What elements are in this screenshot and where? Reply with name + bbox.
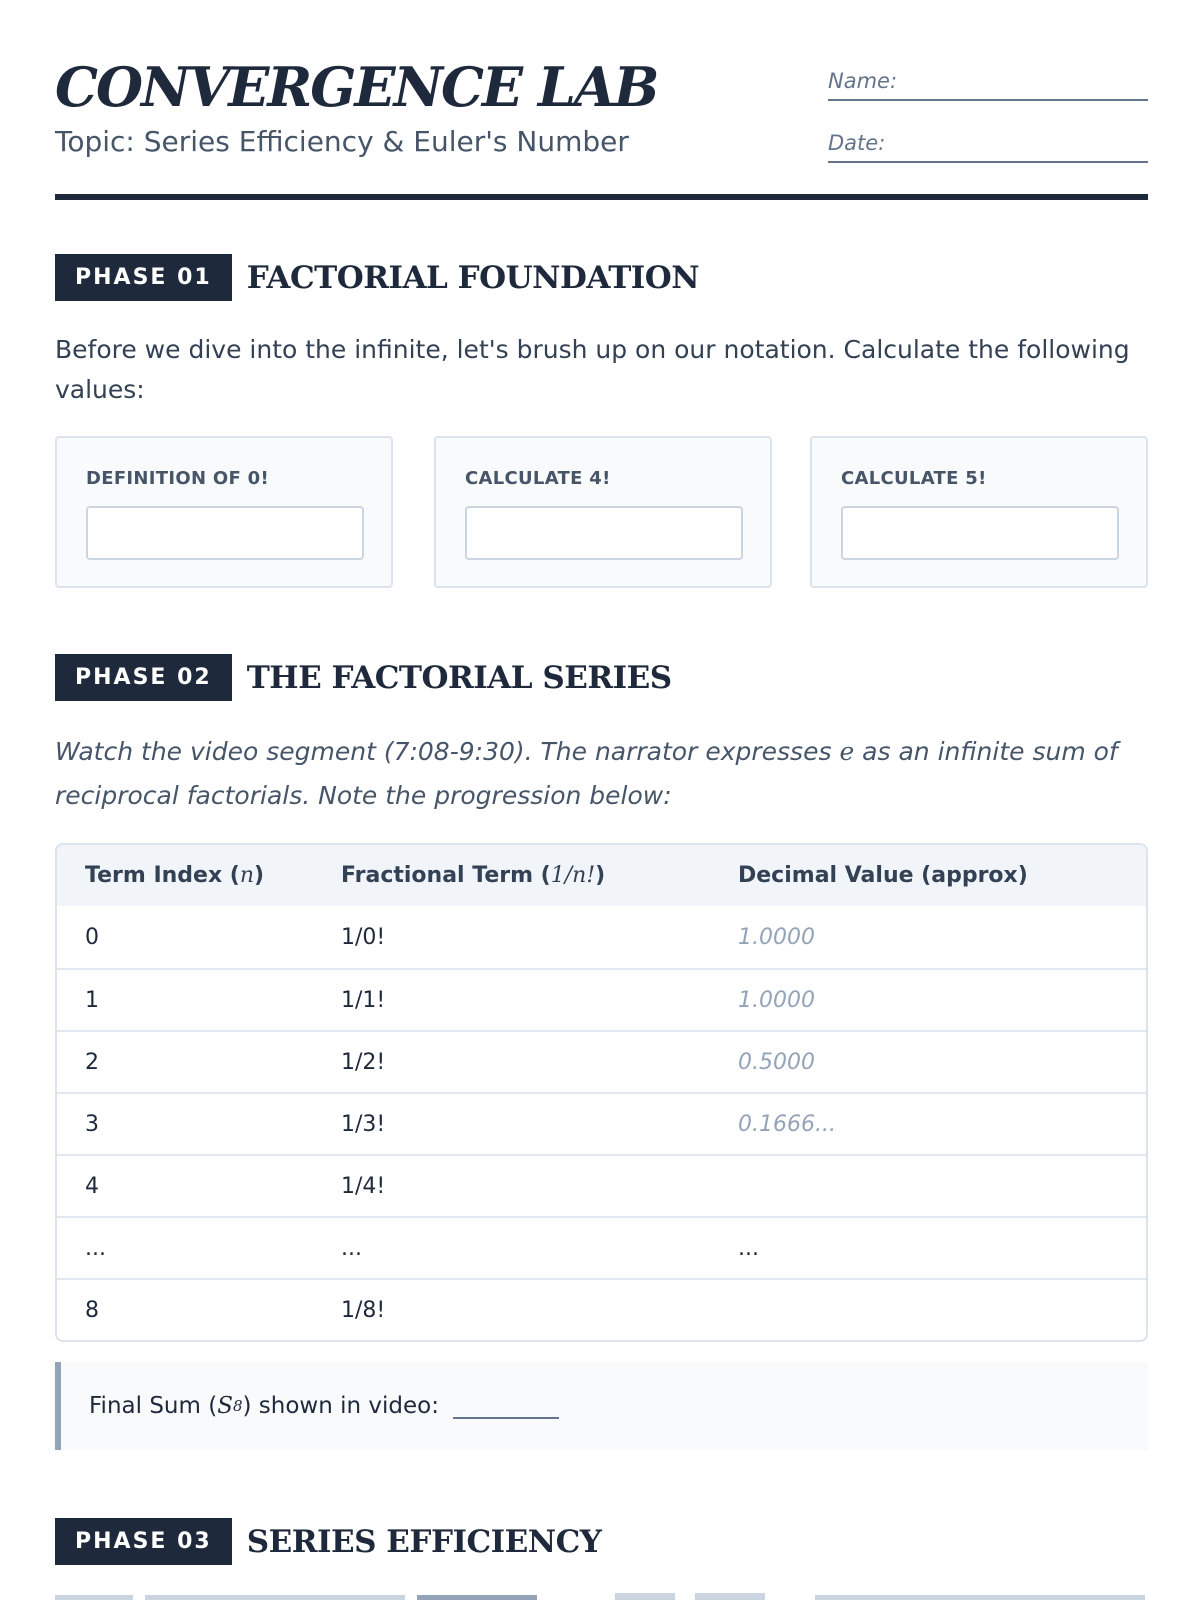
worksheet-header bbox=[55, 55, 1148, 200]
answer-input-5-factorial[interactable] bbox=[841, 506, 1119, 560]
card-calculate-5 bbox=[810, 436, 1148, 588]
final-sum-answer-blank[interactable] bbox=[453, 1393, 559, 1419]
cell-fractional-term: 1/2! bbox=[341, 1049, 386, 1075]
phase-02-title: THE FACTORIAL SERIES bbox=[246, 659, 672, 696]
final-sum-suffix: ) shown in video: bbox=[242, 1393, 439, 1419]
cell-term-index: 3 bbox=[85, 1111, 99, 1137]
phase-01-badge: PHASE 01 bbox=[55, 254, 232, 301]
header-fractional-term: Fractional Term (1/n!) bbox=[341, 863, 606, 888]
card-label: DEFINITION OF 0! bbox=[86, 468, 269, 489]
phase-01-heading bbox=[55, 254, 699, 301]
final-sum-callout bbox=[55, 1362, 1148, 1450]
phase-03-title: SERIES EFFICIENCY bbox=[246, 1523, 602, 1560]
cell-decimal-value: 1.0000 bbox=[738, 987, 815, 1013]
table-row-ellipsis bbox=[57, 1216, 1146, 1278]
sum-subscript: 8 bbox=[232, 1397, 243, 1415]
header-decimal-value: Decimal Value (approx) bbox=[738, 863, 1028, 888]
factorial-cards bbox=[55, 436, 1148, 588]
video-instructions bbox=[55, 730, 1148, 818]
cell-fractional-term: 1/4! bbox=[341, 1173, 386, 1199]
phase-02-heading bbox=[55, 654, 672, 701]
table-body bbox=[57, 906, 1146, 1340]
table-row bbox=[57, 1030, 1146, 1092]
cell-term-index: 8 bbox=[85, 1297, 99, 1323]
table-row bbox=[57, 968, 1146, 1030]
cell-term-index: ... bbox=[85, 1235, 106, 1261]
name-field-label: Name: bbox=[828, 69, 898, 93]
date-field[interactable] bbox=[828, 117, 1148, 163]
answer-input-0-factorial[interactable] bbox=[86, 506, 364, 560]
cell-term-index: 2 bbox=[85, 1049, 99, 1075]
cell-fractional-term: ... bbox=[341, 1235, 362, 1261]
date-field-label: Date: bbox=[828, 131, 886, 155]
phase-02-badge: PHASE 02 bbox=[55, 654, 232, 701]
cell-fractional-term: 1/0! bbox=[341, 924, 386, 950]
phase-01-intro: Before we dive into the infinite, let's brush up on our notation. Calculate the following values: bbox=[55, 335, 1130, 404]
table-row bbox=[57, 906, 1146, 968]
cutoff-text-fragment bbox=[55, 1587, 1148, 1600]
sum-symbol: S bbox=[217, 1393, 233, 1419]
table-row bbox=[57, 1278, 1146, 1340]
page-title: CONVERGENCE LAB bbox=[55, 55, 658, 119]
header-term-index: Term Index (n) bbox=[85, 863, 265, 888]
card-calculate-4 bbox=[434, 436, 772, 588]
card-label: CALCULATE 4! bbox=[465, 468, 611, 489]
topic-subtitle: Topic: Series Efficiency & Euler's Number bbox=[55, 125, 629, 158]
table-row bbox=[57, 1154, 1146, 1216]
phase-03-intro-cutoff bbox=[55, 1582, 1148, 1600]
cell-term-index: 0 bbox=[85, 924, 99, 950]
cell-decimal-value: 1.0000 bbox=[738, 924, 815, 950]
card-label: CALCULATE 5! bbox=[841, 468, 987, 489]
name-field[interactable] bbox=[828, 55, 1148, 101]
card-definition-0 bbox=[55, 436, 393, 588]
cell-decimal-value: ... bbox=[738, 1235, 759, 1261]
cell-term-index: 4 bbox=[85, 1173, 99, 1199]
cell-fractional-term: 1/8! bbox=[341, 1297, 386, 1323]
euler-e-symbol: e bbox=[839, 737, 855, 766]
table-header-row bbox=[57, 845, 1146, 906]
phase-01-title: FACTORIAL FOUNDATION bbox=[246, 259, 700, 296]
cell-term-index: 1 bbox=[85, 987, 99, 1013]
cell-decimal-value: 0.5000 bbox=[738, 1049, 815, 1075]
cell-fractional-term: 1/3! bbox=[341, 1111, 386, 1137]
cell-fractional-term: 1/1! bbox=[341, 987, 386, 1013]
table-row bbox=[57, 1092, 1146, 1154]
video-note-start: Watch the video segment (7:08-9:30). The narrator expresses bbox=[55, 737, 840, 766]
video-note-end: as an infinite sum of reciprocal factorials. Note the progression below: bbox=[55, 737, 1118, 810]
phase-03-badge: PHASE 03 bbox=[55, 1518, 232, 1565]
answer-input-4-factorial[interactable] bbox=[465, 506, 743, 560]
phase-03-heading bbox=[55, 1518, 601, 1565]
final-sum-prefix: Final Sum ( bbox=[89, 1393, 218, 1419]
factorial-series-table bbox=[55, 843, 1148, 1342]
cell-decimal-value: 0.1666... bbox=[738, 1111, 836, 1137]
